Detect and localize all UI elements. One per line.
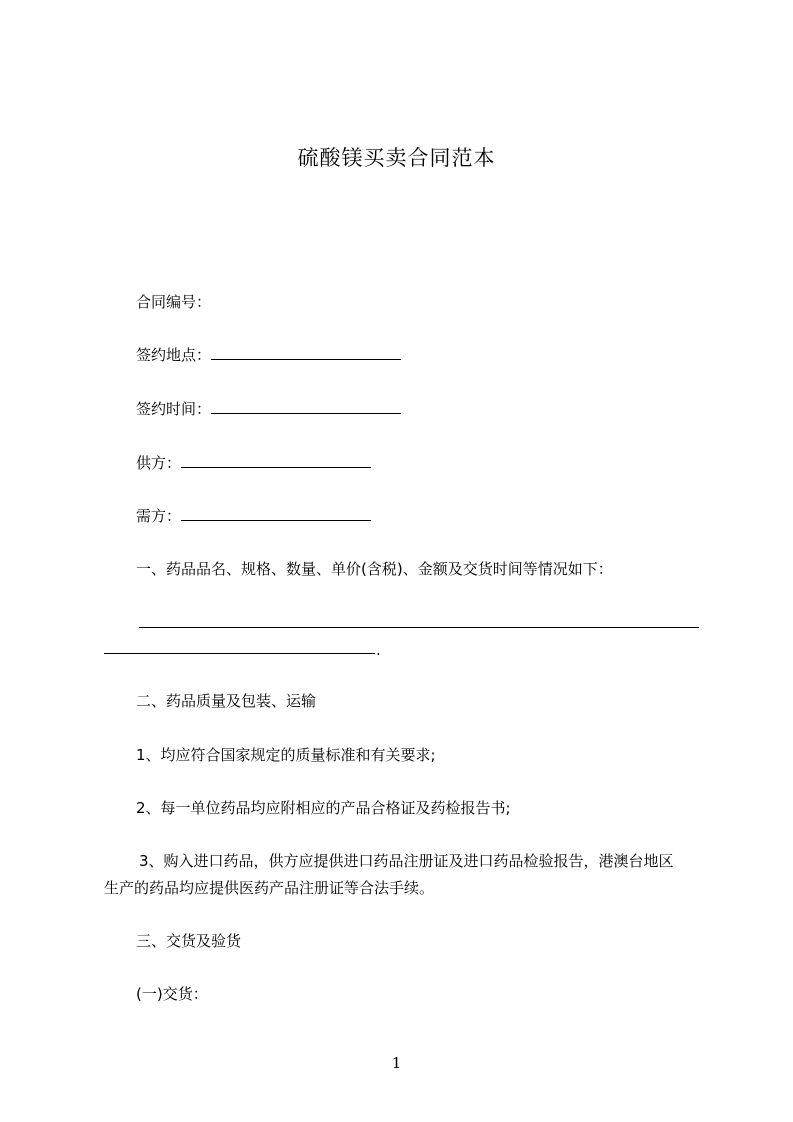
sign-place-blank[interactable] — [211, 345, 401, 360]
supplier-label: 供方： — [136, 454, 182, 472]
section2-item1: 1、均应符合国家规定的质量标准和有关要求; — [136, 746, 436, 764]
section2-item3-line2: 生产的药品均应提供医药产品注册证等合法手续。 — [104, 879, 435, 897]
page-number: 1 — [391, 1054, 402, 1072]
section1-end-mark: . — [376, 641, 381, 659]
section1-blank-line-1[interactable] — [139, 627, 699, 628]
supplier-row — [136, 453, 371, 473]
section3-sub1: (一)交货： — [136, 985, 208, 1003]
section3-heading: 三、交货及验货 — [136, 932, 242, 950]
sign-place-row — [136, 345, 401, 365]
buyer-row — [136, 506, 371, 526]
section2-heading: 二、药品质量及包装、运输 — [136, 692, 317, 710]
buyer-blank[interactable] — [181, 506, 371, 521]
contract-number-label: 合同编号： — [136, 293, 212, 311]
supplier-blank[interactable] — [181, 453, 371, 468]
sign-time-row — [136, 399, 401, 419]
sign-place-label: 签约地点： — [136, 346, 212, 364]
section2-item2: 2、每一单位药品均应附相应的产品合格证及药检报告书; — [136, 799, 511, 817]
sign-time-label: 签约时间： — [136, 400, 212, 418]
document-title: 硫酸镁买卖合同范本 — [297, 146, 496, 170]
section1-blank-line-2[interactable] — [104, 653, 375, 654]
section1-heading: 一、药品品名、规格、数量、单价(含税)、金额及交货时间等情况如下： — [136, 560, 613, 578]
buyer-label: 需方： — [136, 507, 182, 525]
section2-item3-line1: 3、购入进口药品，供方应提供进口药品注册证及进口药品检验报告，港澳台地区 — [139, 852, 674, 870]
sign-time-blank[interactable] — [211, 399, 401, 414]
